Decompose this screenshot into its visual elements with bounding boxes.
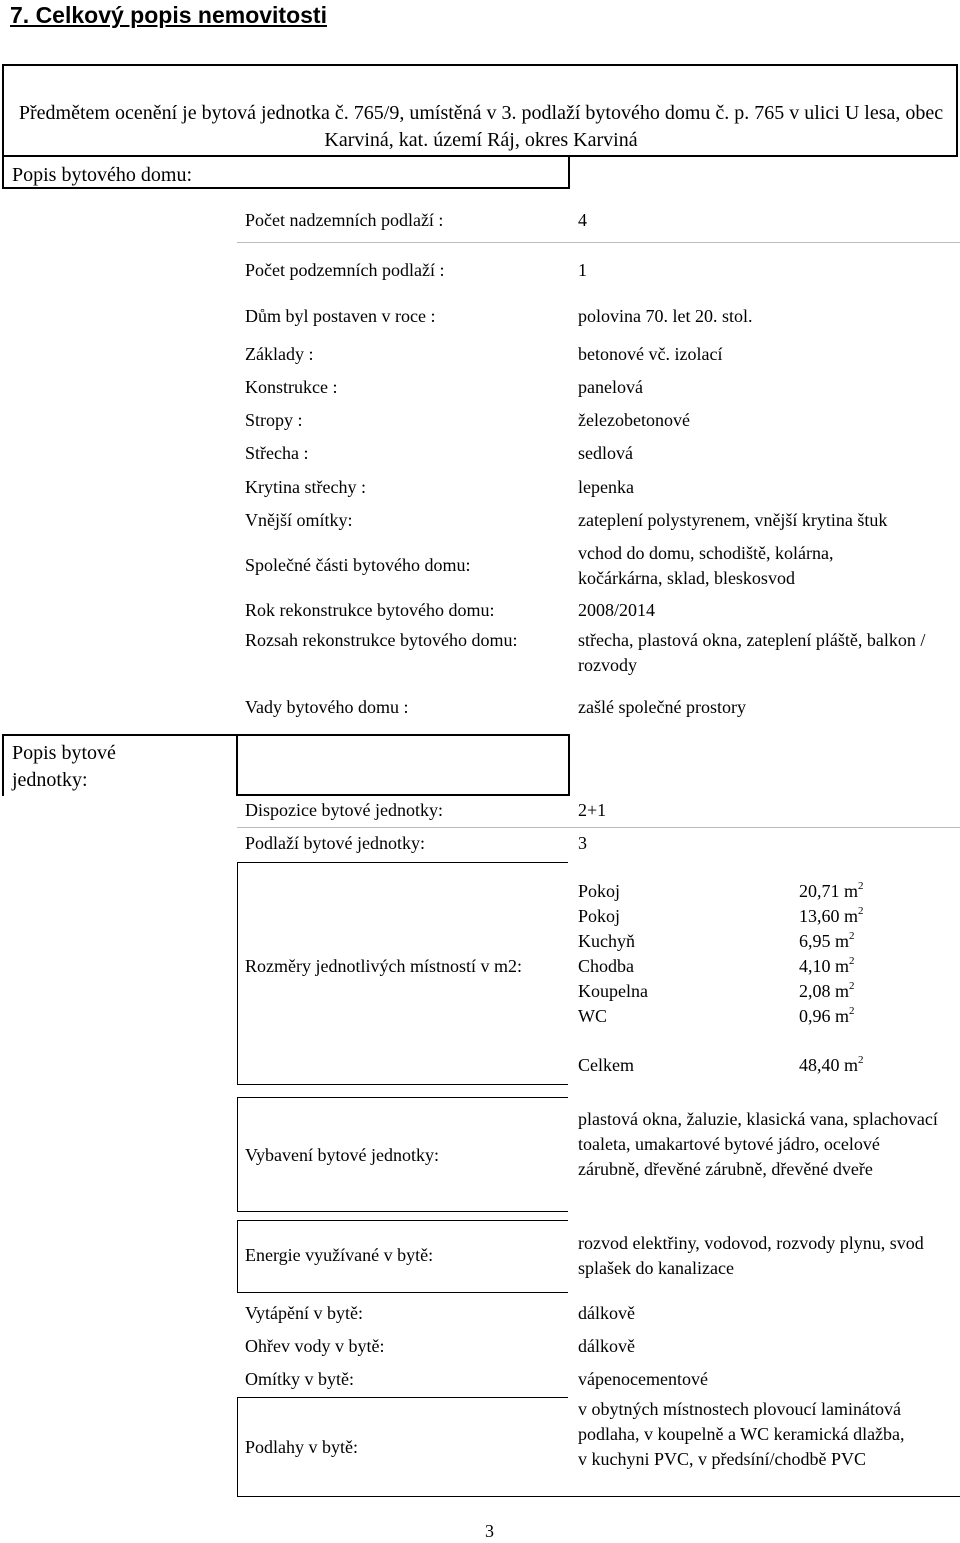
page-number: 3 <box>485 1521 494 1541</box>
row-divider <box>237 827 960 828</box>
equip-box-left <box>237 1097 238 1211</box>
frame-sep <box>568 155 570 189</box>
plaster-value: vápenocementové <box>578 1369 708 1389</box>
room-name: WC <box>578 1006 607 1026</box>
equipment-value: plastová okna, žaluzie, klasická vana, splachovací toaleta, umakartové bytové jádro, ocelové zárubně, dřevěné zárubně, dřevěné dveře <box>578 1109 938 1179</box>
building-label-roof: Střecha : <box>245 443 309 463</box>
unit-frame-left <box>2 734 4 796</box>
building-label-above-floors: Počet nadzemních podlaží : <box>245 210 444 230</box>
building-value-exterior-plaster: zateplení polystyrenem, vnější krytina štuk <box>578 510 888 530</box>
rooms-box-top <box>237 862 568 863</box>
frame-mid <box>2 155 958 157</box>
heating-value: dálkově <box>578 1303 635 1323</box>
room-area: 0,96 $m^2$ <box>799 1005 855 1026</box>
room-area: 4,10 $m^2$ <box>799 955 855 976</box>
unit-layout-value: 2+1 <box>578 800 607 820</box>
energy-box-bottom <box>237 1292 568 1293</box>
unit-frame-sep-b <box>568 734 570 796</box>
building-label-exterior-plaster: Vnější omítky: <box>245 510 353 530</box>
building-value-roofing: lepenka <box>578 477 634 497</box>
room-name: Kuchyň <box>578 931 635 951</box>
building-label-foundations: Základy : <box>245 344 314 364</box>
building-label-reconstruction-scope: Rozsah rekonstrukce bytového domu: <box>245 630 518 650</box>
energy-label: Energie využívané v bytě: <box>245 1245 434 1265</box>
building-label-reconstruction-year: Rok rekonstrukce bytového domu: <box>245 600 495 620</box>
unit-frame-bottom <box>236 794 570 796</box>
unit-floor-label: Podlaží bytové jednotky: <box>245 833 425 853</box>
room-name: Pokoj <box>578 906 621 926</box>
building-label-common-parts: Společné části bytového domu: <box>245 555 471 575</box>
plaster-label: Omítky v bytě: <box>245 1369 354 1389</box>
floors-box-top <box>237 1397 568 1398</box>
heating-label: Vytápění v bytě: <box>245 1303 363 1323</box>
section-heading: 7. Celkový popis nemovitosti <box>10 2 327 28</box>
rooms-box-left <box>237 862 238 1084</box>
floors-value: v obytných místnostech plovoucí laminátová podlaha, v koupelně a WC keramická dlažba, v kuchyni PVC, v předsíní/chodbě PVC <box>578 1399 905 1469</box>
water-heating-label: Ohřev vody v bytě: <box>245 1336 385 1356</box>
intro-text: Předmětem ocenění je bytová jednotka č. 765/9, umístěná v 3. podlaží bytového domu č. p. 765 v ulici U lesa, obec Karviná, kat. území Ráj, okres Karviná <box>18 102 944 151</box>
building-section-label: Popis bytového domu: <box>12 164 193 186</box>
equip-box-top <box>237 1097 568 1098</box>
energy-box-top <box>237 1220 568 1221</box>
room-name: Koupelna <box>578 981 648 1001</box>
room-area: 6,95 $m^2$ <box>799 930 855 951</box>
rooms-label: Rozměry jednotlivých místností v m2: <box>245 956 522 976</box>
building-label-structure: Konstrukce : <box>245 377 338 397</box>
equipment-label: Vybavení bytové jednotky: <box>245 1145 439 1165</box>
building-value-built-year: polovina 70. let 20. stol. <box>578 306 753 326</box>
room-area: 2,08 $m^2$ <box>799 980 855 1001</box>
building-value-reconstruction-scope: střecha, plastová okna, zateplení pláště, balkon / rozvody <box>578 630 926 675</box>
building-value-reconstruction-year: 2008/2014 <box>578 600 656 620</box>
room-name: Chodba <box>578 956 634 976</box>
building-value-foundations: betonové vč. izolací <box>578 344 723 364</box>
floors-box-bottom <box>237 1496 960 1497</box>
building-value-roof: sedlová <box>578 443 633 463</box>
building-label-defects: Vady bytového domu : <box>245 697 409 717</box>
room-area: 13,60 $m^2$ <box>799 905 864 926</box>
unit-floor-value: 3 <box>578 833 587 853</box>
row-divider <box>237 242 960 243</box>
frame-top <box>2 64 958 66</box>
floors-label: Podlahy v bytě: <box>245 1437 358 1457</box>
unit-layout-label: Dispozice bytové jednotky: <box>245 800 443 820</box>
building-value-ceilings: železobetonové <box>578 410 690 430</box>
room-area: 20,71 $m^2$ <box>799 880 864 901</box>
building-label-ceilings: Stropy : <box>245 410 303 430</box>
unit-section-label: Popis bytové jednotky: <box>12 742 116 791</box>
unit-frame-top <box>2 734 569 736</box>
rooms-box-bottom <box>237 1084 568 1085</box>
building-label-built-year: Dům byl postaven v roce : <box>245 306 436 326</box>
equip-box-bottom <box>237 1211 568 1212</box>
unit-frame-sep-a <box>236 734 238 796</box>
building-label-under-floors: Počet podzemních podlaží : <box>245 260 445 280</box>
room-name: Pokoj <box>578 881 621 901</box>
building-value-structure: panelová <box>578 377 643 397</box>
building-value-above-floors: 4 <box>578 210 587 230</box>
rooms-total-area: 48,40 $m^2$ <box>799 1054 864 1075</box>
building-value-common-parts: vchod do domu, schodiště, kolárna, kočárkárna, sklad, bleskosvod <box>578 543 834 588</box>
building-value-defects: zašlé společné prostory <box>578 697 746 717</box>
frame-left <box>2 64 4 189</box>
building-label-roofing: Krytina střechy : <box>245 477 366 497</box>
rooms-total-label: Celkem <box>578 1055 634 1075</box>
frame-right <box>956 64 958 156</box>
energy-value: rozvod elektřiny, vodovod, rozvody plynu, svod splašek do kanalizace <box>578 1233 924 1278</box>
energy-box-left <box>237 1220 238 1292</box>
water-heating-value: dálkově <box>578 1336 635 1356</box>
building-value-under-floors: 1 <box>578 260 587 280</box>
floors-box-left <box>237 1397 238 1497</box>
